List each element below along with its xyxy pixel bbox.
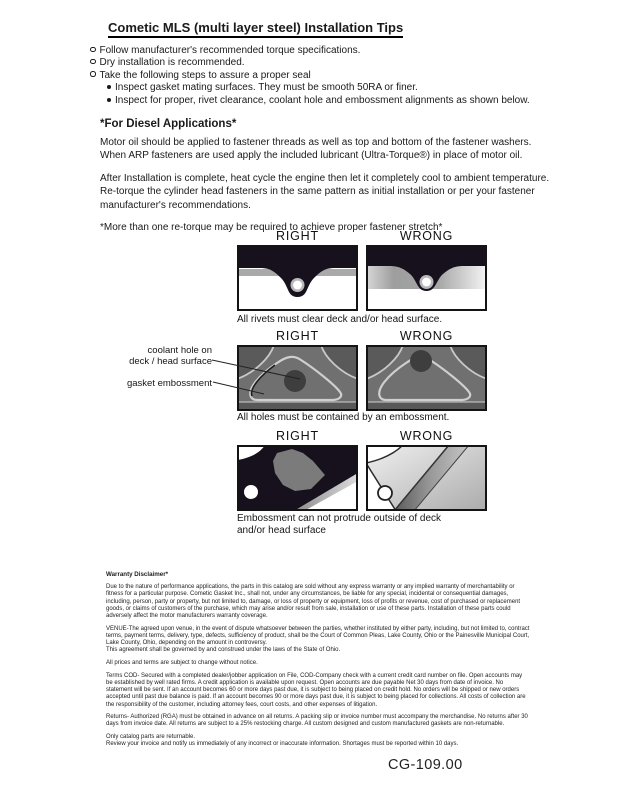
row3-wrong-label: WRONG: [399, 429, 454, 443]
tip-text: Inspect gasket mating surfaces. They must be smooth 50RA or finer.: [115, 82, 418, 94]
legal-paragraph: Only catalog parts are returnable.: [106, 734, 196, 741]
legal-paragraph: Returns- Authorized (RGA) must be obtained in advance on all returns. A packing slip or invoice number must accompany the merchandise. No returns after 30 days from invoice date. All returns are subject to a 25% restocking charge. All custom designed and custom manufactured gaskets are non-returnable.: [106, 714, 528, 728]
legal-paragraph: Terms COD- Secured with a completed dealer/jobber application on File, COD-Company check with a current credit card number on file. Open accounts may be established by well rated firms. A credit application is available upon request. Open accounts are due payable Net 30 days from date of invoice. No statement will be sent. If an account becomes 60 or more days past due, it is subject to being placed on credit hold. No orders will be shipped or new orders accepted until past due balance is paid. If an account becomes 90 or more days past due, it is subject to being placed for collections. All costs of collection are the responsibility of the customer, including attorney fees, court costs, and other expenses of litigation.: [106, 672, 526, 708]
diesel-paragraph-1: Motor oil should be applied to fastener threads as well as top and bottom of the fastener washers. When ARP fasteners are used apply the included lubricant (Ultra-Torque®) in place of motor oil.: [100, 137, 532, 162]
row1-right-label: RIGHT: [276, 229, 319, 243]
legal-paragraph: VENUE-The agreed upon venue, in the event of dispute whatsoever between the parties, whether instituted by either party, including, but not limited to, contract terms, payment terms, delivery, type, defects, sufficiency of product, shall be the Court of Common Pleas, Lake County, Ohio or the Painesville Municipal Court, Lake County, Ohio, depending on the amount in controversy.: [106, 625, 530, 647]
legal-paragraph: All prices and terms are subject to change without notice.: [106, 660, 258, 667]
diagram-caption-row1: All rivets must clear deck and/or head surface.: [237, 314, 443, 325]
leader-lines: [208, 352, 308, 400]
diagram-row1-right: [237, 245, 358, 311]
legal-section: [106, 571, 530, 754]
tip-text: Take the following steps to assure a proper seal: [99, 69, 311, 81]
diagram-caption-row2: All holes must be contained by an embossment.: [237, 412, 450, 423]
diagram-row3-right: [237, 445, 358, 511]
diagram-row3-wrong: [366, 445, 487, 511]
coolant-hole: [410, 350, 432, 372]
coolant-hole-label: coolant hole on deck / head surface: [129, 345, 212, 367]
bolt-hole: [378, 486, 392, 500]
row2-wrong-label: WRONG: [399, 329, 454, 343]
row1-wrong-label: WRONG: [399, 229, 454, 243]
tip-text: Dry installation is recommended.: [99, 57, 245, 69]
legal-paragraph: This agreement shall be governed by and construed under the laws of the State of Ohio.: [106, 647, 341, 654]
diagram-row1-wrong: [366, 245, 487, 311]
row2-right-label: RIGHT: [276, 329, 319, 343]
legal-paragraph: Review your invoice and notify us immediately of any incorrect or inaccurate information. Shortages must be reported within 10 days.: [106, 741, 459, 748]
warranty-disclaimer-heading: Warranty Disclaimer*: [106, 571, 169, 578]
document-title: Cometic MLS (multi layer steel) Installation Tips: [108, 20, 403, 38]
bolt-hole: [244, 485, 258, 499]
legal-paragraph: Due to the nature of performance applications, the parts in this catalog are sold without any express warranty or any implied warranty of merchantability or fitness for a particular purpose. Cometic Gasket Inc., shall not, under any circumstances, be liable for any special, incidental or consequential damages, including, person, party or property, but not limited to, damage, or loss of property or equipment, loss of profits or revenue, cost of purchased or replacement goods, or claims of customers of the purchase, which may arise and/or result from sale, installation or use of these parts. Installation of these parts could adversely affect the motor manufacturers warranty coverage.: [106, 584, 521, 620]
diagram-row2-wrong: [366, 345, 487, 411]
retorque-note: *More than one re-torque may be required to achieve proper fastener stretch*: [100, 222, 443, 234]
row3-right-label: RIGHT: [276, 429, 319, 443]
diesel-heading: *For Diesel Applications*: [100, 118, 237, 130]
tip-text: Follow manufacturer's recommended torque specifications.: [99, 45, 361, 56]
diesel-paragraph-2: After Installation is complete, heat cycle the engine then let it completely cool to ambient temperature. Re-torque the cylinder head fasteners in the same pattern as initial installation or per your fastener manufacturer's recommendations.: [100, 172, 550, 211]
page-code: CG-109.00: [388, 757, 463, 773]
tip-text: Inspect for proper, rivet clearance, coolant hole and embossment alignments as shown below.: [115, 94, 530, 106]
diagram-caption-row3: Embossment can not protrude outside of deck and/or head surface: [237, 513, 442, 536]
gasket-embossment-label: gasket embossment: [126, 378, 212, 389]
